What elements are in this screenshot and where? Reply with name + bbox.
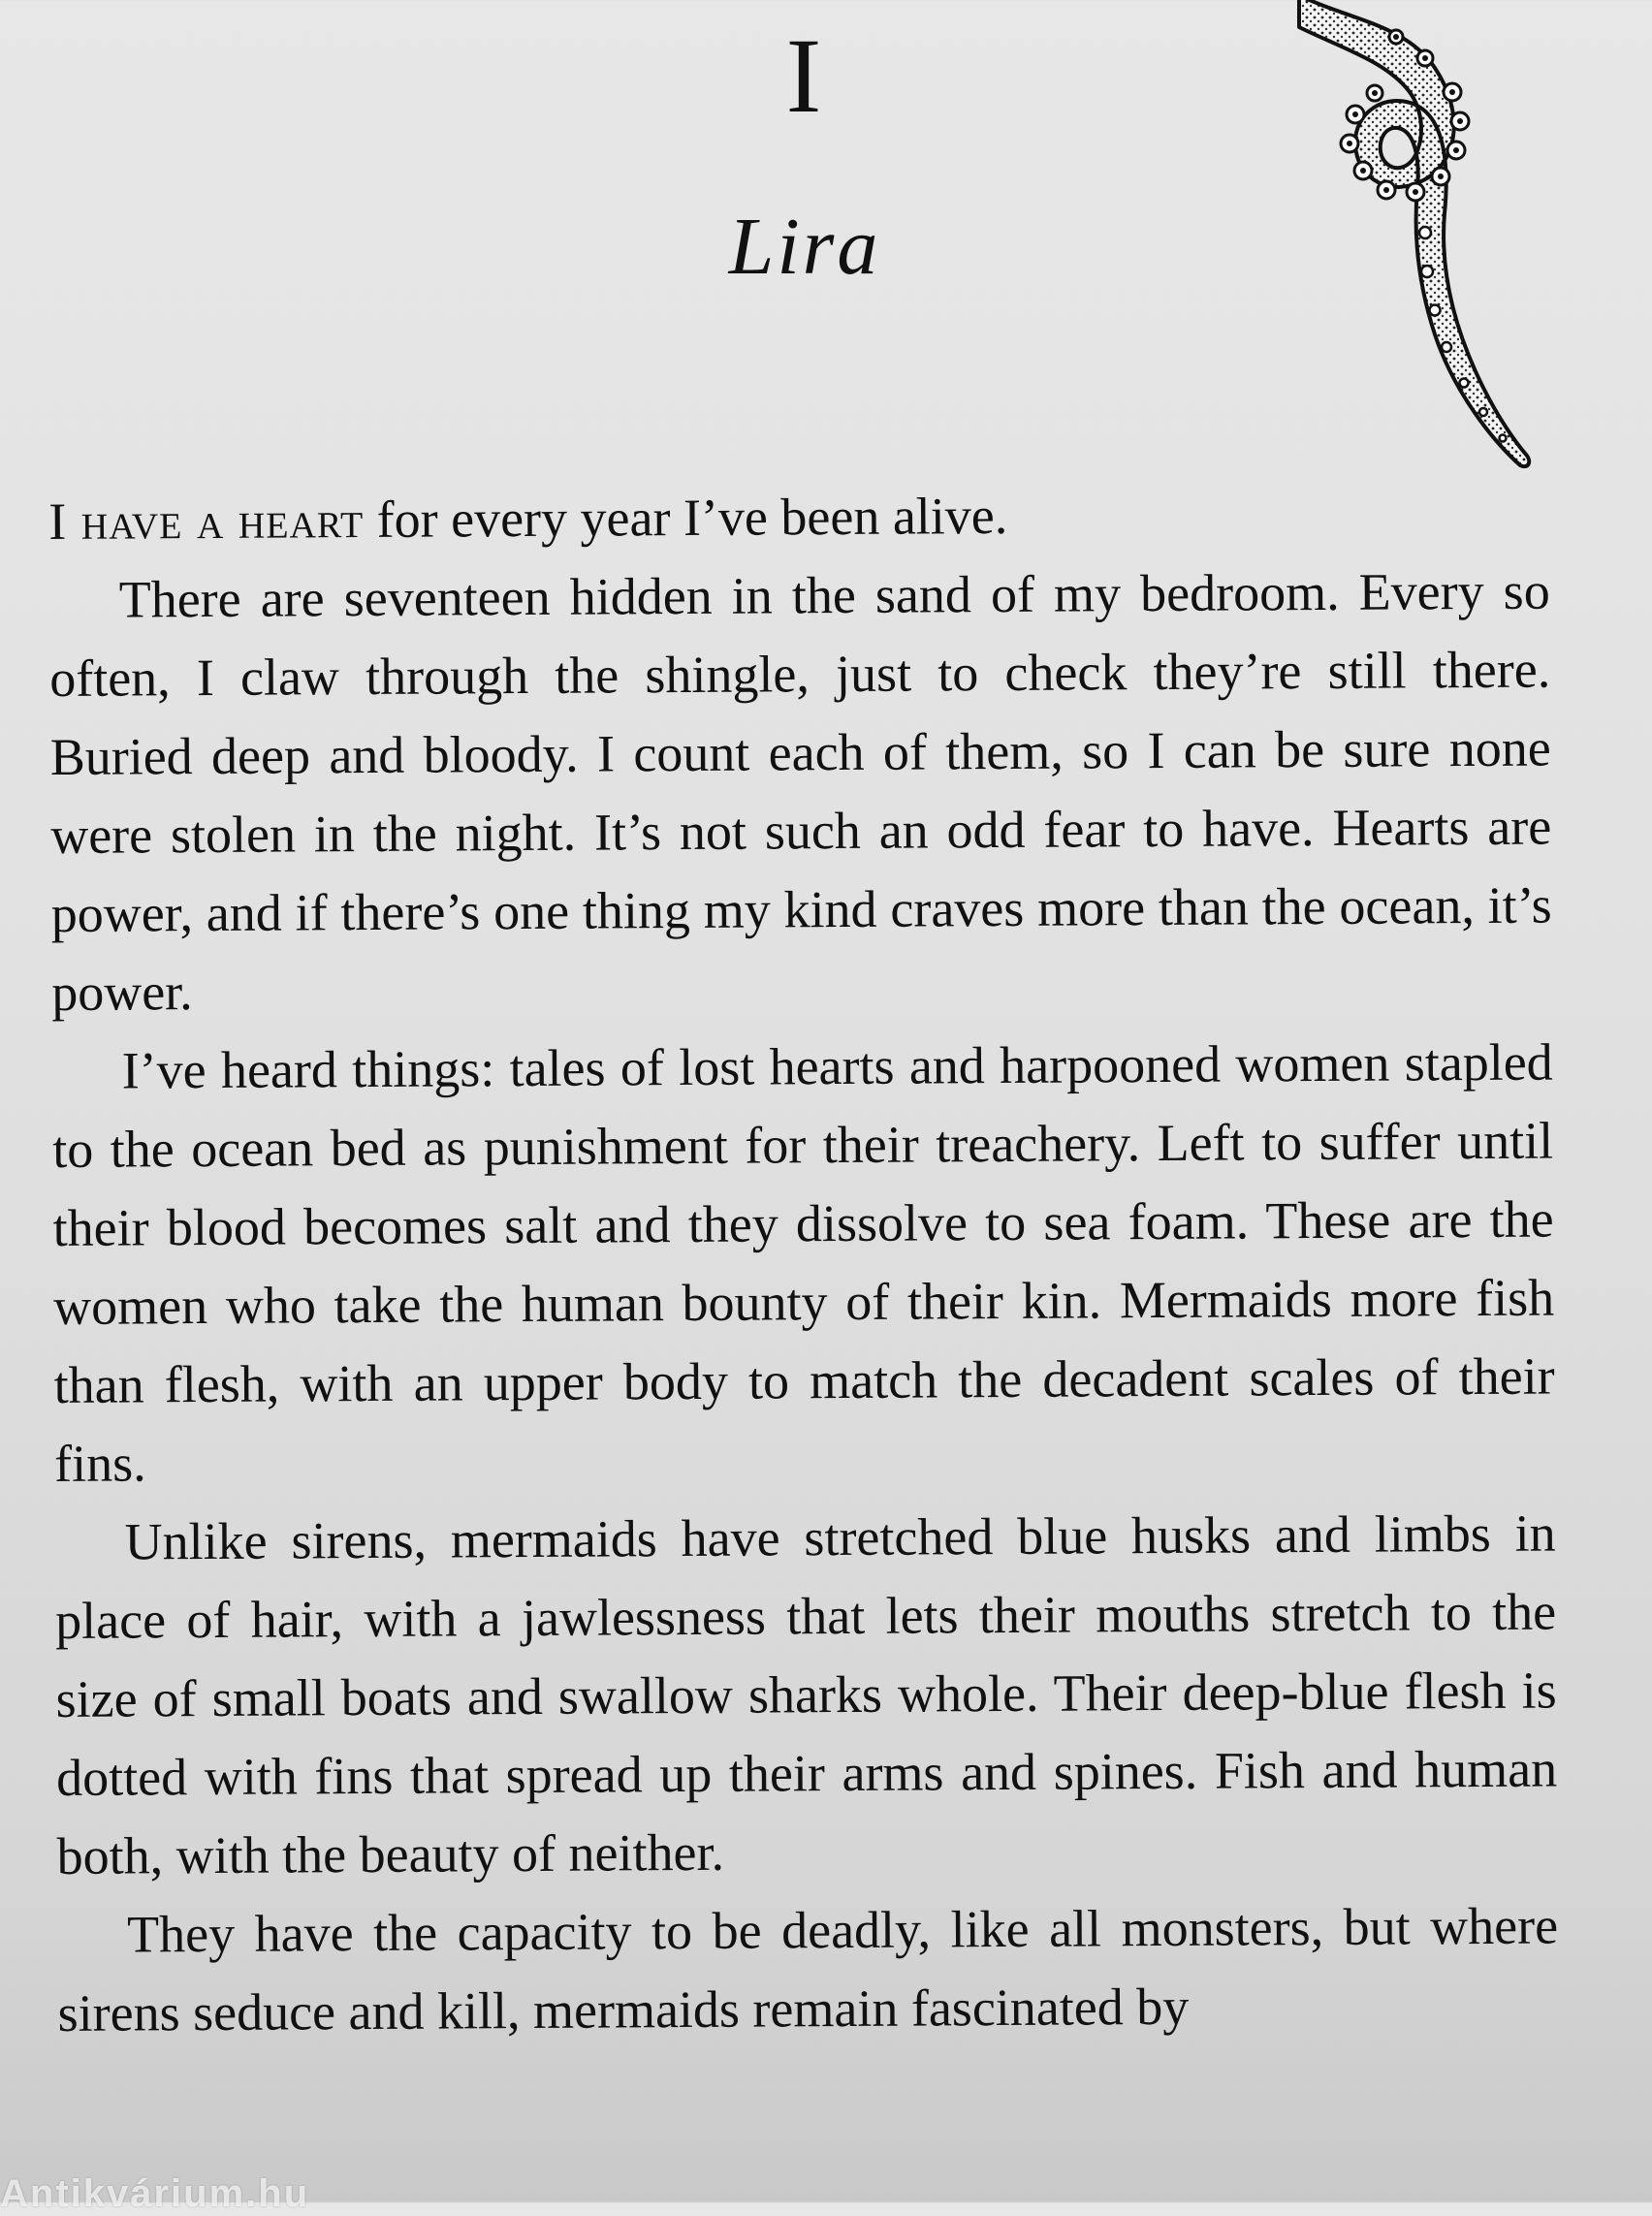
chapter-body [48, 474, 1559, 2053]
paragraph-4: Unlike sirens, mermaids have stretched blue husks and limbs in place of hair, with a jawlessness that lets their mouths stretch to the size of small boats and swallow sharks whole. Their deep-blue flesh is dotted with fins that spread up their arms and spines. Fish and human both, with the beauty of neither. [54, 1504, 1558, 1885]
paragraph-1 [48, 474, 1549, 561]
paragraph-3: I’ve heard things: tales of lost hearts and harpooned women stapled to the ocean bed as punishment for their treachery. Left to suffer until their blood becomes salt and they dissolve to sea foam. These are the women who take the human bounty of their kin. Mermaids more fish than flesh, with an upper body to match the decadent scales of their fins. [52, 1032, 1555, 1493]
opening-small-caps: I have a heart [48, 491, 365, 551]
paragraph-2: There are seventeen hidden in the sand of my bedroom. Every so often, I claw through the shingle, just to check they’re still there. Buried deep and bloody. I count each of them, so I can be sure none were stolen in the night. It’s not such an odd fear to have. Hearts are power, and if there’s one thing my kind craves more than the ocean, it’s power. [49, 561, 1552, 1022]
paragraph-5: They have the capacity to be deadly, like all monsters, but where sirens seduce and kill, mermaids remain fascinated by [57, 1896, 1559, 2042]
watermark: Antikvárium.hu [0, 2172, 310, 2215]
chapter-number: I [785, 16, 824, 135]
chapter-title: Lira [728, 202, 881, 292]
paragraph-1-text: for every year I’ve been alive. [363, 486, 1008, 550]
